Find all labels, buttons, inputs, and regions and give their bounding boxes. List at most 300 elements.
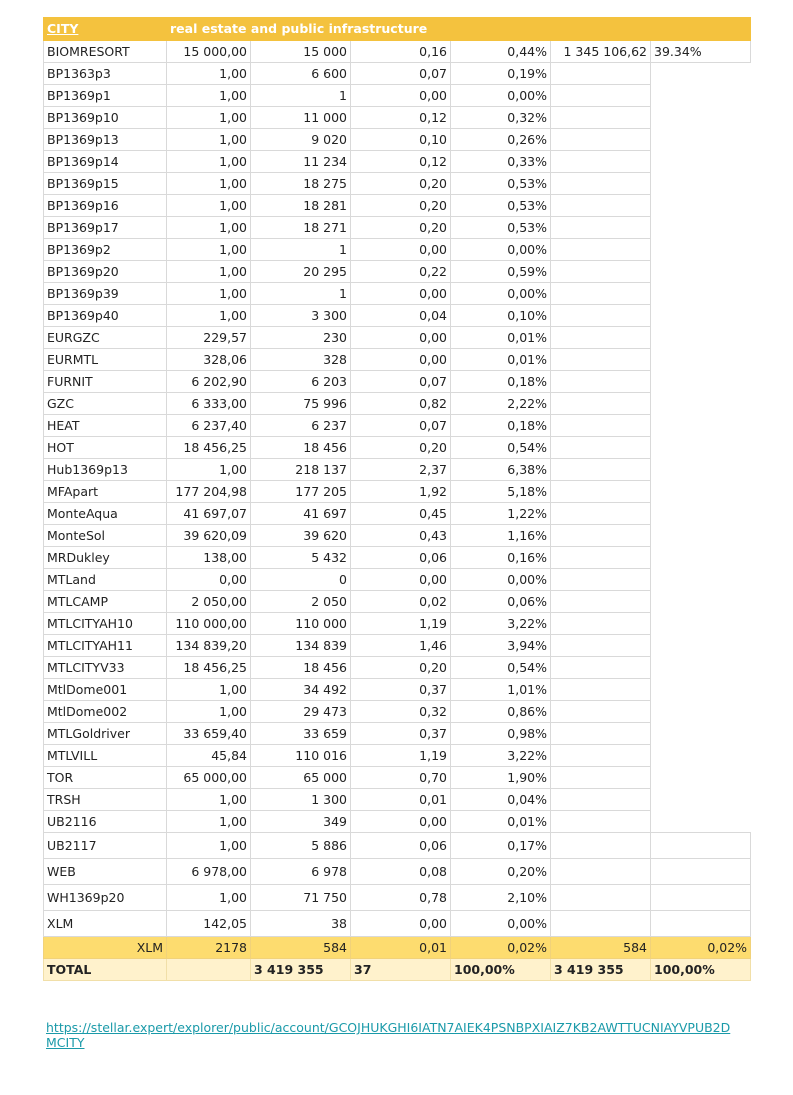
value-cell: 34 492 [251, 679, 351, 701]
value-cell: 71 750 [251, 885, 351, 911]
ratio-cell: 0,12 [351, 151, 451, 173]
value-cell: 1 [251, 283, 351, 305]
table-row [44, 85, 751, 107]
value-cell: 65 000 [251, 767, 351, 789]
summary-cell: 0,02% [451, 937, 551, 959]
amount-cell: 142,05 [167, 911, 251, 937]
value-cell: 18 275 [251, 173, 351, 195]
share-cell: 6,38% [451, 459, 551, 481]
ratio-cell: 0,00 [351, 239, 451, 261]
table-row [44, 41, 751, 63]
value-cell: 18 456 [251, 437, 351, 459]
share-cell: 1,90% [451, 767, 551, 789]
value-cell: 230 [251, 327, 351, 349]
summary-cell: 0,02% [651, 937, 751, 959]
amount-cell: 1,00 [167, 701, 251, 723]
asset-name-cell: BIOMRESORT [44, 41, 167, 63]
ratio-cell: 0,82 [351, 393, 451, 415]
ratio-cell: 0,22 [351, 261, 451, 283]
asset-name-cell: MTLCITYV33 [44, 657, 167, 679]
table-row [44, 745, 751, 767]
ratio-cell: 1,19 [351, 745, 451, 767]
share-cell: 2,10% [451, 885, 551, 911]
empty-cell [551, 305, 651, 327]
asset-name-cell: MRDukley [44, 547, 167, 569]
empty-cell [551, 63, 651, 85]
ratio-cell: 1,19 [351, 613, 451, 635]
value-cell: 328 [251, 349, 351, 371]
share-cell: 5,18% [451, 481, 551, 503]
empty-cell [651, 525, 751, 547]
table-row [44, 591, 751, 613]
asset-name-cell: MTLGoldriver [44, 723, 167, 745]
share-cell: 0,00% [451, 85, 551, 107]
value-cell: 75 996 [251, 393, 351, 415]
amount-cell: 41 697,07 [167, 503, 251, 525]
asset-name-cell: TOR [44, 767, 167, 789]
asset-name-cell: GZC [44, 393, 167, 415]
share-cell: 0,00% [451, 569, 551, 591]
share-cell: 3,94% [451, 635, 551, 657]
ratio-cell: 0,01 [351, 789, 451, 811]
table-row [44, 789, 751, 811]
share-cell: 0,00% [451, 239, 551, 261]
empty-cell [651, 591, 751, 613]
asset-name-cell: MTLCAMP [44, 591, 167, 613]
value-cell: 177 205 [251, 481, 351, 503]
ratio-cell: 0,07 [351, 63, 451, 85]
ratio-cell: 0,37 [351, 679, 451, 701]
amount-cell: 138,00 [167, 547, 251, 569]
amount-cell: 1,00 [167, 173, 251, 195]
table-row [44, 859, 751, 885]
amount-cell: 1,00 [167, 261, 251, 283]
summary-cell: 584 [551, 937, 651, 959]
stellar-explorer-link[interactable]: https://stellar.expert/explorer/public/account/GCOJHUKGHI6IATN7AIEK4PSNBPXIAIZ7KB2AWTTUCNIAYVPUB2DMCITY [46, 1020, 731, 1050]
share-cell: 0,86% [451, 701, 551, 723]
empty-cell [651, 63, 751, 85]
table-row [44, 547, 751, 569]
ratio-cell: 0,00 [351, 283, 451, 305]
empty-cell [551, 481, 651, 503]
table-row [44, 767, 751, 789]
share-cell: 0,26% [451, 129, 551, 151]
table-row [44, 459, 751, 481]
amount-cell: 1,00 [167, 459, 251, 481]
ratio-cell: 0,00 [351, 85, 451, 107]
value-cell: 0 [251, 569, 351, 591]
share-cell: 0,54% [451, 657, 551, 679]
share-cell: 0,53% [451, 195, 551, 217]
share-cell: 0,17% [451, 833, 551, 859]
value-cell: 2 050 [251, 591, 351, 613]
empty-cell [651, 327, 751, 349]
amount-cell: 6 237,40 [167, 415, 251, 437]
empty-cell [651, 239, 751, 261]
table-row [44, 261, 751, 283]
share-cell: 0,44% [451, 41, 551, 63]
empty-cell [651, 459, 751, 481]
empty-cell [551, 591, 651, 613]
empty-cell [551, 195, 651, 217]
table-row [44, 481, 751, 503]
empty-cell [651, 393, 751, 415]
table-row [44, 437, 751, 459]
empty-cell [651, 437, 751, 459]
asset-name-cell: MonteSol [44, 525, 167, 547]
empty-cell [651, 305, 751, 327]
ratio-cell: 0,00 [351, 911, 451, 937]
row-label-cell: XLM [44, 937, 167, 959]
ratio-cell: 0,37 [351, 723, 451, 745]
value-cell: 18 281 [251, 195, 351, 217]
asset-name-cell: BP1369p13 [44, 129, 167, 151]
empty-cell [651, 195, 751, 217]
empty-cell [651, 261, 751, 283]
empty-cell [551, 371, 651, 393]
empty-cell [651, 613, 751, 635]
category-header: real estate and public infrastructure [167, 18, 751, 41]
asset-name-cell: HEAT [44, 415, 167, 437]
ratio-cell: 0,43 [351, 525, 451, 547]
value-cell: 9 020 [251, 129, 351, 151]
value-cell: 18 271 [251, 217, 351, 239]
summary-cell: 100,00% [651, 959, 751, 981]
empty-cell [551, 173, 651, 195]
asset-name-cell: XLM [44, 911, 167, 937]
ratio-cell: 1,92 [351, 481, 451, 503]
value-cell: 6 203 [251, 371, 351, 393]
asset-name-cell: MtlDome002 [44, 701, 167, 723]
value-cell: 218 137 [251, 459, 351, 481]
summary-cell: 100,00% [451, 959, 551, 981]
ratio-cell: 0,45 [351, 503, 451, 525]
value-cell: 349 [251, 811, 351, 833]
asset-name-cell: MTLCITYAH11 [44, 635, 167, 657]
asset-name-cell: EURGZC [44, 327, 167, 349]
table-row [44, 723, 751, 745]
empty-cell [651, 547, 751, 569]
header-row [44, 18, 751, 41]
asset-name-cell: Hub1369p13 [44, 459, 167, 481]
empty-cell [551, 261, 651, 283]
empty-cell [551, 657, 651, 679]
empty-cell [551, 745, 651, 767]
empty-cell [551, 85, 651, 107]
table-row [44, 415, 751, 437]
asset-name-cell: MFApart [44, 481, 167, 503]
empty-cell [551, 679, 651, 701]
empty-cell [551, 911, 651, 937]
share-cell: 1,22% [451, 503, 551, 525]
empty-cell [551, 547, 651, 569]
empty-cell [651, 657, 751, 679]
empty-cell [551, 723, 651, 745]
xlm-summary-row [44, 937, 751, 959]
share-cell: 0,16% [451, 547, 551, 569]
empty-cell [551, 811, 651, 833]
asset-name-cell: UB2116 [44, 811, 167, 833]
empty-cell [651, 701, 751, 723]
amount-cell: 134 839,20 [167, 635, 251, 657]
empty-cell [551, 767, 651, 789]
empty-cell [651, 217, 751, 239]
empty-cell [551, 393, 651, 415]
value-cell: 1 [251, 85, 351, 107]
empty-cell [651, 833, 751, 859]
asset-name-cell: MTLCITYAH10 [44, 613, 167, 635]
amount-cell: 6 333,00 [167, 393, 251, 415]
share-cell: 0,18% [451, 415, 551, 437]
group-share-cell: 39.34% [651, 41, 751, 63]
amount-cell: 1,00 [167, 305, 251, 327]
value-cell: 5 432 [251, 547, 351, 569]
empty-cell [551, 349, 651, 371]
ratio-cell: 0,00 [351, 327, 451, 349]
amount-cell: 1,00 [167, 885, 251, 911]
empty-cell [651, 811, 751, 833]
group-total-cell: 1 345 106,62 [551, 41, 651, 63]
empty-cell [651, 723, 751, 745]
ratio-cell: 0,07 [351, 371, 451, 393]
amount-cell: 110 000,00 [167, 613, 251, 635]
empty-cell [651, 679, 751, 701]
value-cell: 18 456 [251, 657, 351, 679]
empty-cell [551, 283, 651, 305]
summary-cell: 2178 [167, 937, 251, 959]
value-cell: 11 234 [251, 151, 351, 173]
asset-name-cell: BP1369p40 [44, 305, 167, 327]
table-row [44, 833, 751, 859]
summary-cell: 3 419 355 [551, 959, 651, 981]
empty-cell [551, 859, 651, 885]
empty-cell [551, 239, 651, 261]
asset-name-cell: BP1369p16 [44, 195, 167, 217]
empty-cell [651, 151, 751, 173]
table-row [44, 525, 751, 547]
value-cell: 6 600 [251, 63, 351, 85]
amount-cell: 18 456,25 [167, 657, 251, 679]
amount-cell: 0,00 [167, 569, 251, 591]
share-cell: 0,01% [451, 327, 551, 349]
empty-cell [651, 283, 751, 305]
value-cell: 33 659 [251, 723, 351, 745]
empty-cell [651, 635, 751, 657]
share-cell: 0,04% [451, 789, 551, 811]
amount-cell: 1,00 [167, 217, 251, 239]
asset-name-cell: BP1369p20 [44, 261, 167, 283]
ratio-cell: 2,37 [351, 459, 451, 481]
amount-cell: 1,00 [167, 85, 251, 107]
empty-cell [651, 415, 751, 437]
asset-name-cell: BP1369p17 [44, 217, 167, 239]
table-row [44, 635, 751, 657]
value-cell: 110 000 [251, 613, 351, 635]
summary-cell [167, 959, 251, 981]
empty-cell [551, 885, 651, 911]
empty-cell [651, 371, 751, 393]
amount-cell: 1,00 [167, 679, 251, 701]
empty-cell [551, 327, 651, 349]
asset-name-cell: WEB [44, 859, 167, 885]
ratio-cell: 0,20 [351, 173, 451, 195]
ratio-cell: 0,32 [351, 701, 451, 723]
table-row [44, 63, 751, 85]
ratio-cell: 0,10 [351, 129, 451, 151]
ratio-cell: 0,00 [351, 349, 451, 371]
value-cell: 41 697 [251, 503, 351, 525]
empty-cell [651, 789, 751, 811]
asset-name-cell: WH1369p20 [44, 885, 167, 911]
asset-name-cell: BP1369p14 [44, 151, 167, 173]
asset-name-cell: BP1369p10 [44, 107, 167, 129]
holdings-table [43, 17, 751, 981]
amount-cell: 15 000,00 [167, 41, 251, 63]
amount-cell: 6 202,90 [167, 371, 251, 393]
table-row [44, 305, 751, 327]
share-cell: 0,33% [451, 151, 551, 173]
amount-cell: 229,57 [167, 327, 251, 349]
ratio-cell: 0,70 [351, 767, 451, 789]
table-row [44, 613, 751, 635]
ratio-cell: 0,16 [351, 41, 451, 63]
value-cell: 20 295 [251, 261, 351, 283]
table-row [44, 371, 751, 393]
asset-name-cell: TRSH [44, 789, 167, 811]
empty-cell [551, 701, 651, 723]
table-row [44, 217, 751, 239]
value-cell: 134 839 [251, 635, 351, 657]
asset-name-cell: HOT [44, 437, 167, 459]
asset-name-cell: UB2117 [44, 833, 167, 859]
empty-cell [651, 745, 751, 767]
share-cell: 0,19% [451, 63, 551, 85]
amount-cell: 1,00 [167, 195, 251, 217]
summary-cell: 584 [251, 937, 351, 959]
empty-cell [651, 859, 751, 885]
empty-cell [651, 885, 751, 911]
amount-cell: 1,00 [167, 789, 251, 811]
table-row [44, 679, 751, 701]
share-cell: 0,20% [451, 859, 551, 885]
value-cell: 3 300 [251, 305, 351, 327]
value-cell: 110 016 [251, 745, 351, 767]
share-cell: 0,00% [451, 283, 551, 305]
asset-name-cell: MTLVILL [44, 745, 167, 767]
ratio-cell: 0,08 [351, 859, 451, 885]
share-cell: 0,32% [451, 107, 551, 129]
amount-cell: 18 456,25 [167, 437, 251, 459]
share-cell: 0,18% [451, 371, 551, 393]
table-row [44, 151, 751, 173]
ratio-cell: 0,02 [351, 591, 451, 613]
asset-name-cell: MtlDome001 [44, 679, 167, 701]
table-row [44, 393, 751, 415]
table-row [44, 349, 751, 371]
value-cell: 6 978 [251, 859, 351, 885]
value-cell: 29 473 [251, 701, 351, 723]
value-cell: 11 000 [251, 107, 351, 129]
ratio-cell: 0,00 [351, 811, 451, 833]
ratio-cell: 0,06 [351, 833, 451, 859]
amount-cell: 1,00 [167, 239, 251, 261]
empty-cell [651, 349, 751, 371]
amount-cell: 1,00 [167, 129, 251, 151]
value-cell: 15 000 [251, 41, 351, 63]
amount-cell: 328,06 [167, 349, 251, 371]
empty-cell [651, 503, 751, 525]
empty-cell [551, 151, 651, 173]
city-header[interactable]: CITY [44, 18, 167, 41]
empty-cell [551, 217, 651, 239]
summary-cell: 0,01 [351, 937, 451, 959]
ratio-cell: 0,20 [351, 217, 451, 239]
asset-name-cell: BP1363p3 [44, 63, 167, 85]
asset-name-cell: BP1369p15 [44, 173, 167, 195]
empty-cell [551, 437, 651, 459]
table-row [44, 701, 751, 723]
value-cell: 38 [251, 911, 351, 937]
empty-cell [551, 833, 651, 859]
share-cell: 0,01% [451, 349, 551, 371]
empty-cell [651, 129, 751, 151]
share-cell: 3,22% [451, 745, 551, 767]
summary-cell: 37 [351, 959, 451, 981]
share-cell: 0,53% [451, 217, 551, 239]
ratio-cell: 0,00 [351, 569, 451, 591]
table-row [44, 195, 751, 217]
share-cell: 3,22% [451, 613, 551, 635]
ratio-cell: 0,04 [351, 305, 451, 327]
asset-name-cell: MTLand [44, 569, 167, 591]
amount-cell: 65 000,00 [167, 767, 251, 789]
asset-name-cell: FURNIT [44, 371, 167, 393]
amount-cell: 45,84 [167, 745, 251, 767]
share-cell: 0,53% [451, 173, 551, 195]
value-cell: 39 620 [251, 525, 351, 547]
row-label-cell: TOTAL [44, 959, 167, 981]
asset-name-cell: BP1369p2 [44, 239, 167, 261]
summary-cell: 3 419 355 [251, 959, 351, 981]
empty-cell [651, 569, 751, 591]
ratio-cell: 0,06 [351, 547, 451, 569]
amount-cell: 6 978,00 [167, 859, 251, 885]
empty-cell [551, 569, 651, 591]
amount-cell: 1,00 [167, 63, 251, 85]
empty-cell [551, 107, 651, 129]
table-row [44, 569, 751, 591]
table-row [44, 811, 751, 833]
asset-name-cell: EURMTL [44, 349, 167, 371]
empty-cell [651, 481, 751, 503]
empty-cell [651, 767, 751, 789]
empty-cell [651, 107, 751, 129]
amount-cell: 1,00 [167, 833, 251, 859]
amount-cell: 177 204,98 [167, 481, 251, 503]
share-cell: 0,10% [451, 305, 551, 327]
table-row [44, 239, 751, 261]
ratio-cell: 0,78 [351, 885, 451, 911]
total-row [44, 959, 751, 981]
table-row [44, 657, 751, 679]
amount-cell: 1,00 [167, 107, 251, 129]
ratio-cell: 0,20 [351, 195, 451, 217]
amount-cell: 33 659,40 [167, 723, 251, 745]
table-row [44, 885, 751, 911]
amount-cell: 1,00 [167, 283, 251, 305]
asset-name-cell: BP1369p1 [44, 85, 167, 107]
value-cell: 5 886 [251, 833, 351, 859]
